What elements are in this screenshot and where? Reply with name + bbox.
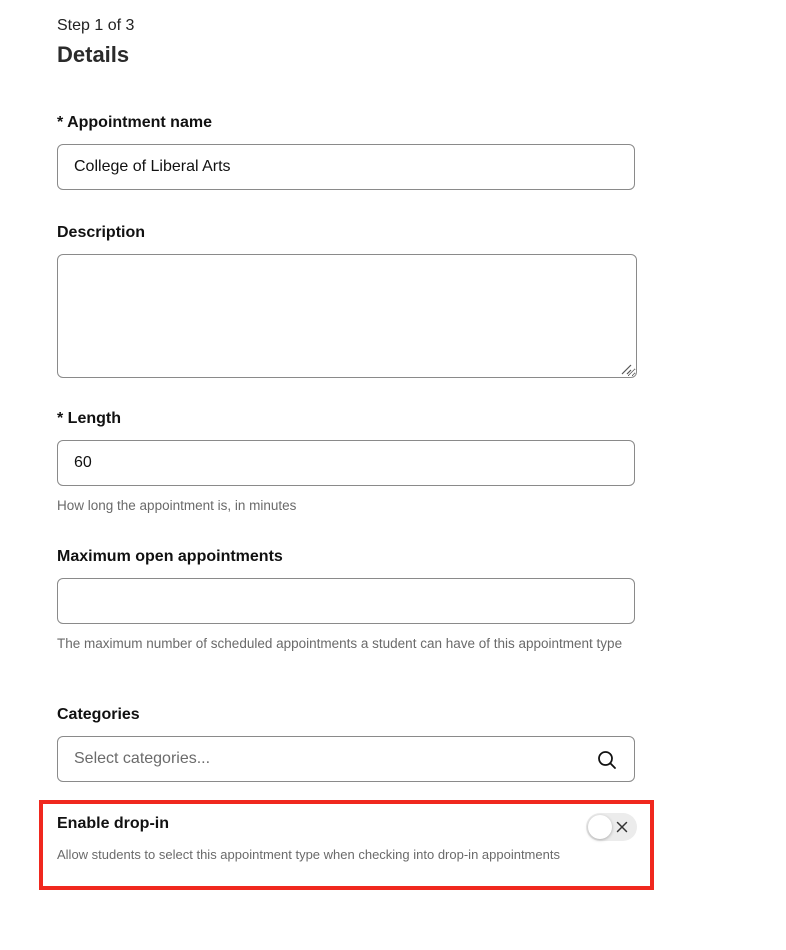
max-open-appointments-help-text: The maximum number of scheduled appointments a student can have of this appointment type <box>57 636 623 651</box>
step-indicator: Step 1 of 3 <box>57 17 135 34</box>
toggle-knob <box>588 815 612 839</box>
enable-drop-in-help-text: Allow students to select this appointment type when checking into drop-in appointments <box>57 847 560 862</box>
search-icon[interactable] <box>597 750 617 770</box>
max-open-appointments-input[interactable] <box>58 579 634 623</box>
page-title: Details <box>57 42 130 67</box>
max-open-appointments-field-wrapper <box>57 578 635 624</box>
max-open-appointments-label: Maximum open appointments <box>57 548 283 565</box>
description-textarea[interactable] <box>57 254 637 378</box>
appointment-name-field-wrapper <box>57 144 635 190</box>
categories-label: Categories <box>57 706 140 723</box>
categories-input[interactable] <box>58 737 634 781</box>
enable-drop-in-label: Enable drop-in <box>57 815 169 832</box>
resize-grip-icon[interactable] <box>620 363 632 375</box>
close-icon <box>616 821 628 833</box>
length-help-text: How long the appointment is, in minutes <box>57 498 297 513</box>
description-label: Description <box>57 224 146 241</box>
length-label: * Length <box>57 410 121 427</box>
appointment-name-input[interactable] <box>58 145 634 189</box>
categories-field-wrapper <box>57 736 635 782</box>
appointment-name-label: * Appointment name <box>57 114 212 131</box>
length-input[interactable] <box>58 441 634 485</box>
length-field-wrapper <box>57 440 635 486</box>
drop-in-highlight-box <box>39 800 654 890</box>
enable-drop-in-toggle[interactable] <box>586 813 637 841</box>
